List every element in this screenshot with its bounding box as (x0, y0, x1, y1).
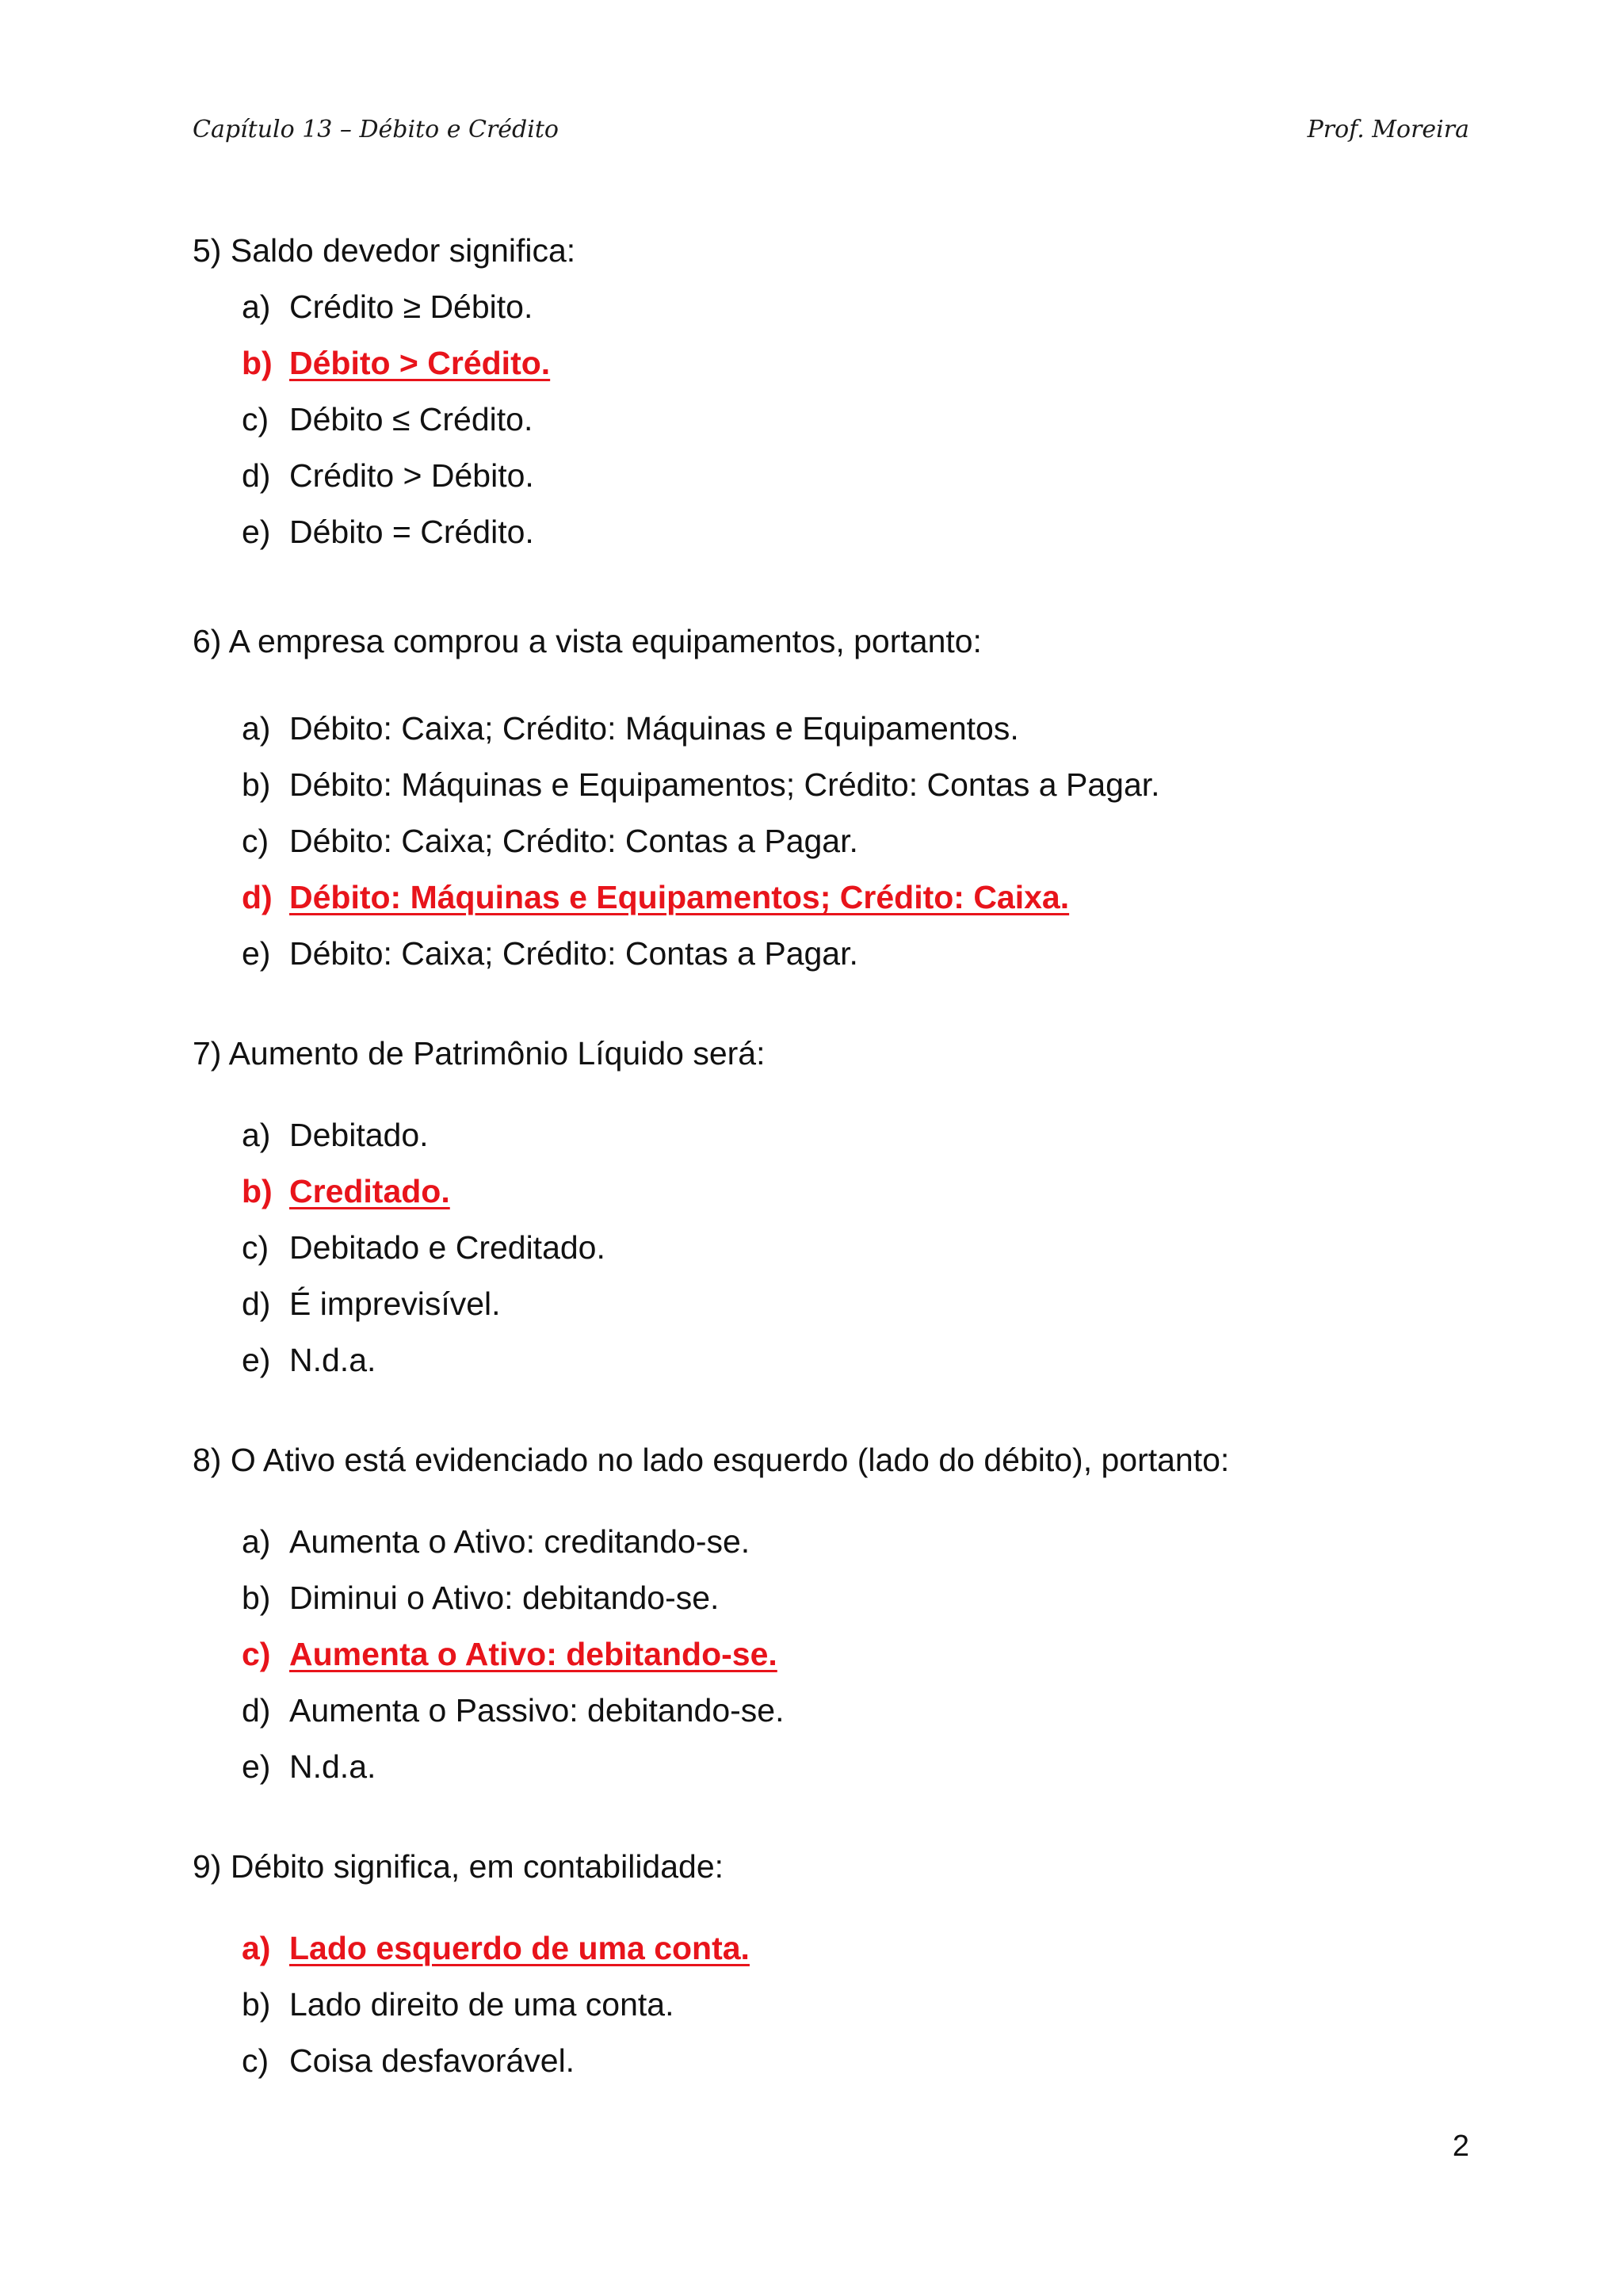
question-7-option-a (242, 1116, 429, 1154)
option-text: Débito: Caixa; Crédito: Máquinas e Equipamentos. (289, 710, 1019, 747)
option-text: Coisa desfavorável. (289, 2042, 575, 2079)
option-text: Creditado. (289, 1173, 450, 1209)
option-letter: b) (242, 766, 271, 803)
question-6-option-a (242, 709, 1019, 747)
option-letter: d) (242, 879, 273, 915)
option-text: Debitado. (289, 1117, 429, 1153)
question-5: 5) Saldo devedor significa: (193, 232, 576, 269)
question-5-option-d (242, 457, 534, 495)
question-7-option-d (242, 1285, 501, 1323)
question-6-option-c (242, 822, 858, 860)
option-letter: c) (242, 1229, 269, 1266)
option-letter: a) (242, 288, 271, 325)
option-letter: c) (242, 401, 269, 437)
option-text: Crédito > Débito. (289, 457, 534, 494)
page-header (193, 116, 1469, 151)
option-text: Débito > Crédito. (289, 345, 551, 381)
option-text: Aumenta o Ativo: debitando-se. (289, 1636, 777, 1672)
question-9-option-b (242, 1985, 674, 2023)
option-letter: a) (242, 1117, 271, 1153)
option-letter: c) (242, 1636, 271, 1672)
question-8-option-d (242, 1691, 785, 1729)
question-9-option-a-correct (242, 1929, 750, 1967)
question-5-option-a (242, 288, 533, 326)
question-5-option-b-correct (242, 344, 550, 382)
option-text: É imprevisível. (289, 1286, 501, 1322)
option-letter: b) (242, 1986, 271, 2023)
option-text: Débito: Caixa; Crédito: Contas a Pagar. (289, 935, 858, 972)
option-text: Débito = Crédito. (289, 514, 534, 550)
option-letter: a) (242, 710, 271, 747)
question-7: 7) Aumento de Patrimônio Líquido será: (193, 1035, 766, 1072)
option-letter: b) (242, 1173, 273, 1209)
option-text: N.d.a. (289, 1342, 376, 1378)
option-letter: c) (242, 823, 269, 859)
option-letter: d) (242, 457, 271, 494)
option-letter: b) (242, 345, 273, 381)
question-8: 8) O Ativo está evidenciado no lado esquerdo (lado do débito), portanto: (193, 1442, 1230, 1478)
question-9-option-c (242, 2042, 575, 2080)
question-9: 9) Débito significa, em contabilidade: (193, 1848, 724, 1885)
option-text: Diminui o Ativo: debitando-se. (289, 1580, 720, 1616)
option-text: Crédito ≥ Débito. (289, 288, 533, 325)
option-letter: e) (242, 935, 271, 972)
question-6: 6) A empresa comprou a vista equipamentos, portanto: (193, 623, 982, 659)
author-name: Prof. Moreira (1307, 116, 1469, 143)
question-6-option-e (242, 934, 858, 972)
option-letter: e) (242, 1748, 271, 1785)
question-8-option-c-correct (242, 1635, 777, 1673)
option-letter: a) (242, 1930, 271, 1966)
question-5-option-c (242, 400, 533, 438)
option-text: Debitado e Creditado. (289, 1229, 605, 1266)
question-6-option-b (242, 766, 1160, 804)
question-7-option-b-correct (242, 1172, 450, 1210)
option-text: Débito: Máquinas e Equipamentos; Crédito: Contas a Pagar. (289, 766, 1160, 803)
question-6-option-d-correct (242, 878, 1069, 916)
option-letter: d) (242, 1286, 271, 1322)
option-text: Lado esquerdo de uma conta. (289, 1930, 750, 1966)
option-letter: c) (242, 2042, 269, 2079)
option-text: Aumenta o Ativo: creditando-se. (289, 1523, 750, 1560)
option-text: Débito ≤ Crédito. (289, 401, 533, 437)
option-text: N.d.a. (289, 1748, 376, 1785)
question-7-option-c (242, 1228, 605, 1266)
option-letter: e) (242, 1342, 271, 1378)
question-8-option-a (242, 1522, 750, 1561)
option-text: Lado direito de uma conta. (289, 1986, 674, 2023)
option-text: Débito: Caixa; Crédito: Contas a Pagar. (289, 823, 858, 859)
chapter-title: Capítulo 13 – Débito e Crédito (193, 116, 559, 143)
page-number: 2 (1452, 2130, 1469, 2163)
question-8-option-b (242, 1579, 719, 1617)
option-letter: a) (242, 1523, 271, 1560)
question-5-option-e (242, 513, 534, 551)
option-letter: b) (242, 1580, 271, 1616)
option-text: Aumenta o Passivo: debitando-se. (289, 1692, 785, 1729)
option-letter: e) (242, 514, 271, 550)
option-letter: d) (242, 1692, 271, 1729)
question-7-option-e (242, 1341, 376, 1379)
option-text: Débito: Máquinas e Equipamentos; Crédito: Caixa. (289, 879, 1070, 915)
question-8-option-e (242, 1748, 376, 1786)
